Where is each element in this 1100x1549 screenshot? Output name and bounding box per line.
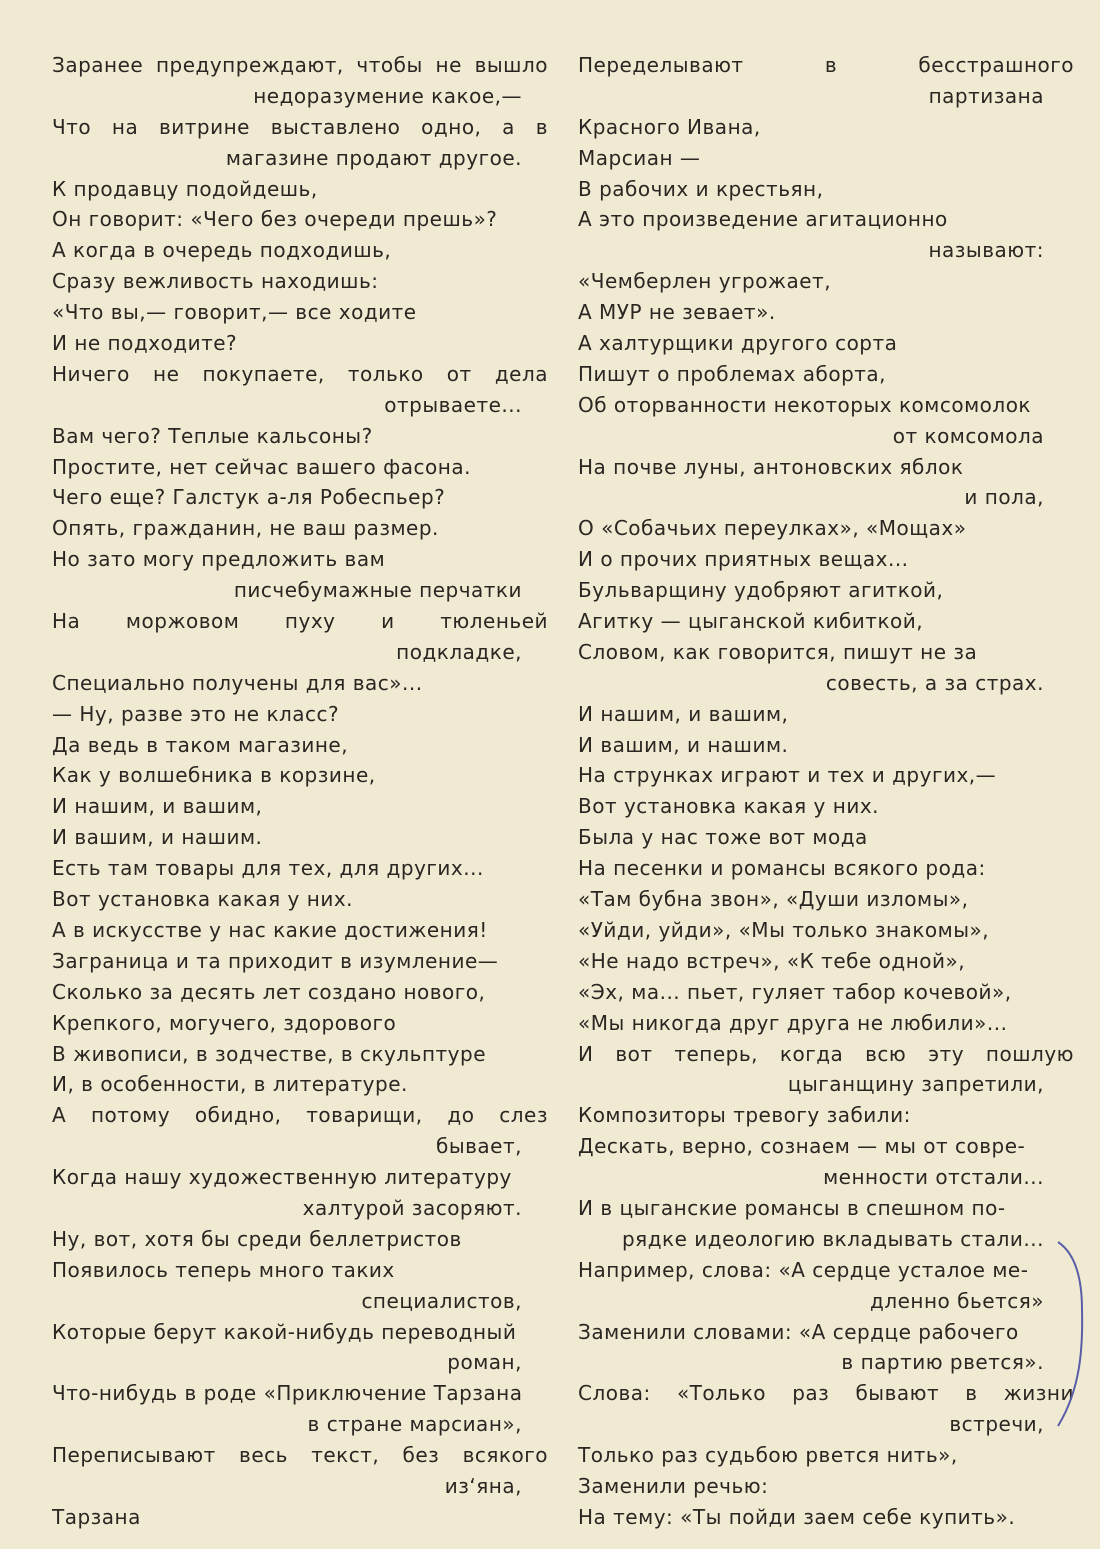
poem-line: Чего еще? Галстук а-ля Робеспьер? <box>52 485 446 510</box>
poem-line: Заранее предупреждают, чтобы не вышло <box>52 53 548 77</box>
poem-line: отрываете... <box>384 392 522 417</box>
poem-line: Ничего не покупаете, только от дела <box>52 361 548 386</box>
poem-line: И в цыганские романсы в спешном по- <box>578 1195 1006 1220</box>
poem-line: Марсиан — <box>578 145 701 170</box>
poem-line: Вот установка какая у них. <box>52 887 354 912</box>
poem-line: Крепкого, могучего, здорового <box>52 1010 397 1035</box>
poem-line: специалистов, <box>361 1288 522 1313</box>
poem-line: Агитку — цыганской кибиткой, <box>578 609 924 634</box>
poem-line: И вашим, и нашим. <box>578 732 789 757</box>
poem-line: Заменили речью: <box>578 1473 769 1498</box>
poem-line: На струнках играют и тех и других,— <box>578 763 997 788</box>
left-text-column <box>52 50 548 1533</box>
poem-line: дленно бьется» <box>869 1288 1044 1313</box>
poem-line: И, в особенности, в литературе. <box>52 1072 408 1097</box>
poem-line: «Что вы,— говорит,— все ходите <box>52 300 417 325</box>
poem-line: Но зато могу предложить вам <box>52 547 386 572</box>
poem-line: Дескать, верно, сознаем — мы от совре- <box>578 1134 1026 1159</box>
poem-line: Что-нибудь в роде «Приключение Тарзана <box>52 1381 523 1406</box>
poem-line: Как у волшебника в корзине, <box>52 763 376 788</box>
poem-line: встречи, <box>949 1412 1044 1437</box>
poem-line: На почве луны, антоновских яблок <box>578 454 964 479</box>
poem-line: Слова: «Только раз бывают в жизни <box>578 1381 1074 1406</box>
poem-line: Заграница и та приходит в изумление— <box>52 948 499 973</box>
poem-line: Тарзана <box>52 1504 141 1529</box>
poem-line: «Не надо встреч», «К тебе одной», <box>578 948 966 973</box>
poem-line: И нашим, и вашим, <box>578 701 789 726</box>
poem-line: А когда в очередь подходишь, <box>52 238 392 263</box>
poem-line: И о прочих приятных вещах... <box>578 547 909 572</box>
poem-line: из‘яна, <box>444 1473 522 1498</box>
poem-line: в партию рвется». <box>841 1350 1044 1375</box>
poem-line: О «Собачьих переулках», «Мощах» <box>578 516 967 541</box>
poem-line: от комсомола <box>892 423 1044 448</box>
poem-line: Переделывают в бесстрашного <box>578 53 1074 77</box>
poem-line: И вашим, и нашим. <box>52 825 263 850</box>
poem-line: Бульварщину удобряют агиткой, <box>578 578 944 603</box>
poem-line: магазине продают другое. <box>225 145 522 170</box>
poem-line: Да ведь в таком магазине, <box>52 732 349 757</box>
poem-line: называют: <box>928 238 1044 263</box>
right-text-column <box>578 50 1074 1533</box>
poem-line: рядке идеологию вкладывать стали... <box>621 1226 1044 1251</box>
poem-line: бывает, <box>436 1134 522 1159</box>
poem-line: роман, <box>447 1350 522 1375</box>
poem-line: Ну, вот, хотя бы среди беллетристов <box>52 1226 462 1251</box>
poem-line: На песенки и романсы всякого рода: <box>578 856 986 881</box>
poem-line: Пишут о проблемах аборта, <box>578 361 887 386</box>
poem-line: Сразу вежливость находишь: <box>52 269 379 294</box>
poem-line: В рабочих и крестьян, <box>578 176 824 201</box>
poem-line: «Мы никогда друг друга не любили»... <box>578 1010 1008 1035</box>
poem-line: писчебумажные перчатки <box>233 578 522 603</box>
poem-line: в стране марсиан», <box>307 1412 522 1437</box>
poem-line: Переписывают весь текст, без всякого <box>52 1443 548 1468</box>
poem-line: Когда нашу художественную литературу <box>52 1165 512 1190</box>
poem-line: И не подходите? <box>52 331 238 356</box>
poem-line: Появилось теперь много таких <box>52 1257 395 1282</box>
poem-line: Простите, нет сейчас вашего фасона. <box>52 454 471 479</box>
poem-line: «Уйди, уйди», «Мы только знакомы», <box>578 917 990 942</box>
poem-line: И нашим, и вашим, <box>52 794 263 819</box>
poem-line: В живописи, в зодчестве, в скульптуре <box>52 1041 487 1066</box>
poem-line: На моржовом пуху и тюленьей <box>52 609 548 634</box>
poem-line: Которые берут какой-нибудь переводный <box>52 1319 517 1344</box>
poem-line: А МУР не зевает». <box>578 300 776 325</box>
poem-line: «Там бубна звон», «Души изломы», <box>578 887 969 912</box>
poem-line: недоразумение какое,— <box>253 83 522 108</box>
poem-line: Специально получены для вас»... <box>52 670 423 695</box>
poem-line: Композиторы тревогу забили: <box>578 1103 911 1128</box>
poem-line: халтурой засоряют. <box>302 1195 522 1220</box>
poem-line: Например, слова: «А сердце усталое ме- <box>578 1257 1029 1282</box>
poem-line: А халтурщики другого сорта <box>578 331 898 356</box>
poem-line: А в искусстве у нас какие достижения! <box>52 917 488 942</box>
poem-line: Есть там товары для тех, для других... <box>52 856 484 881</box>
poem-line: Он говорит: «Чего без очереди прешь»? <box>52 207 498 232</box>
poem-line: К продавцу подойдешь, <box>52 176 318 201</box>
poem-line: А это произведение агитационно <box>578 207 948 232</box>
poem-line: Опять, гражданин, не ваш размер. <box>52 516 439 541</box>
poem-line: партизана <box>928 83 1044 108</box>
poem-line: А потому обидно, товарищи, до слез <box>52 1103 548 1128</box>
poem-line: Сколько за десять лет создано нового, <box>52 979 486 1004</box>
poem-line: На тему: «Ты пойди заем себе купить». <box>578 1504 1016 1529</box>
poem-line: Вот установка какая у них. <box>578 794 880 819</box>
poem-line: «Чемберлен угрожает, <box>578 269 832 294</box>
poem-line: совесть, а за страх. <box>825 670 1044 695</box>
poem-line: менности отстали... <box>823 1165 1044 1190</box>
poem-line: Об оторванности некоторых комсомолок <box>578 392 1032 417</box>
poem-line: И вот теперь, когда всю эту пошлую <box>578 1041 1074 1066</box>
poem-line: Красного Ивана, <box>578 114 761 139</box>
poem-line: Словом, как говорится, пишут не за <box>578 639 978 664</box>
pencil-margin-mark <box>1052 1240 1096 1430</box>
poem-line: Только раз судьбою рвется нить», <box>578 1443 958 1468</box>
poem-line: Была у нас тоже вот мода <box>578 825 868 850</box>
poem-line: — Ну, разве это не класс? <box>52 701 340 726</box>
poem-line: Вам чего? Теплые кальсоны? <box>52 423 373 448</box>
poem-line: Что на витрине выставлено одно, а в <box>52 114 548 139</box>
poem-line: Заменили словами: «А сердце рабочего <box>578 1319 1019 1344</box>
poem-line: подкладке, <box>396 639 522 664</box>
poem-line: цыганщину запретили, <box>787 1072 1044 1097</box>
poem-line: и пола, <box>964 485 1044 510</box>
poem-line: «Эх, ма... пьет, гуляет табор кочевой», <box>578 979 1012 1004</box>
